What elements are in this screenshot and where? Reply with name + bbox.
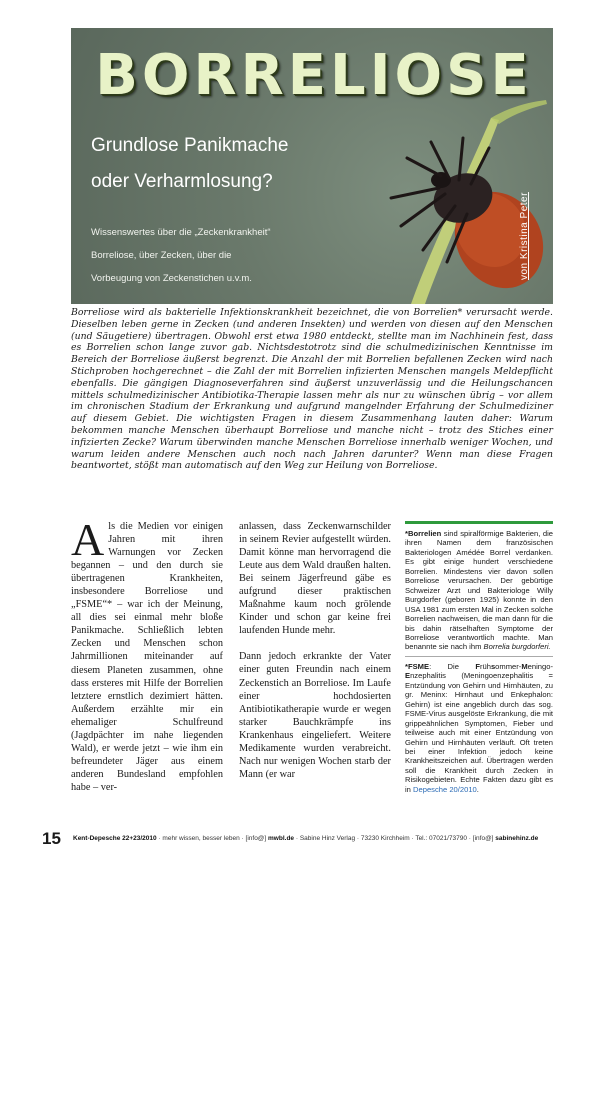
depesche-link[interactable]: Depesche 20/2010: [413, 784, 477, 794]
fsme-definition: nzephalitis (Meningoenzephalitis = Entzündung von Gehirn und Hirnhäuten, zu gr. Meninx: Hirnhaut und Enkephalon: Gehirn) ist eine angeblich durch das sog. FSME-Virus ausgelöste Erkrankung, die mit grippeähnlichen Symptomen, Fieber und teilweise auch mit einer Entzündung von Gehirn und Hirnhäuten verläuft. Oft treten bei einer Infektion jedoch keine Krankheitszeichen auf. Übertragen werden soll die Krankheit durch Zecken in Risikogebieten. Echte Fakten dazu gibt es in: [405, 671, 553, 794]
fsme-letter-e: E: [405, 671, 411, 681]
borrelien-note: [405, 529, 553, 657]
fsme-note: [405, 662, 553, 794]
hero-banner: [71, 28, 553, 304]
intro-paragraph: Borreliose wird als bakterielle Infektionskrankheit bezeichnet, die von Borrelien* verursacht werde. Dieselben leben gerne in Zecken (und anderen Insekten) und werden von diesen auf den Menschen (und Säugetiere) übertragen. Obwohl erst etwa 1980 entdeckt, stellte man im Nachhinein fest, dass es Borrelien schon lange zuvor gab. Nichtsdestotrotz sind die schulmedizinischen Kenntnisse im Bereich der Borreliose äußerst begrenzt. Die Anzahl der mit Borrelien befallenen Zecken wird nach Stichproben hochgerechnet – die Zahl der mit Borrelien infizierten Menschen mangels Meldepflicht ebenfalls. Die gängigen Diagnoseverfahren sind äußerst unzuverlässig und die Heilungschancen mittels schulmedizinischer Antibiotika-Therapie lassen mehr als nur zu wünschen übrig – vor allem im chronischen Stadium der Erkrankung und aufgrund mangelnder Erfahrung der Schulmediziner auf diesem Gebiet. Die wichtigsten Fragen in diesem Zusammenhang lauten daher: Warum bekommen manche Menschen überhaupt Borreliose und manche nicht – trotz des Stiches einer infizierten Zecke? Warum überwinden manche Menschen Borreliose innerhalb weniger Wochen, und warum leiden andere Menschen auch noch nach Jahren darunter? Wenn man diese Fragen beantwortet, stößt man automatisch auf den Weg zur Heilung von Borreliose.: [71, 307, 553, 472]
glossary-sidebar: [405, 521, 553, 794]
column-2-paragraph-2: Dann jedoch erkrankte der Vater einer guten Freundin nach einem Zeckenstich an Borreliose. Im Laufe einer hochdosierten Antibiotikatherapie wurde er wegen starker Bauchkrämpfe ins Krankenhaus eingeliefert. Weitere Medikamente wurden verabreicht. Nach nur wenigen Wochen starb der Mann (er war: [239, 651, 391, 780]
fsme-letter-f: F: [475, 661, 480, 671]
fsme-text-part: rüh: [479, 661, 491, 671]
fsme-text-part: : Die: [429, 661, 476, 671]
fsme-text-end: .: [476, 784, 479, 794]
banner-description-line2: Borreliose, über Zecken, über die: [91, 250, 232, 261]
footer-info: [73, 835, 538, 842]
body-column-2: [239, 520, 391, 781]
publication-name: Kent-Depesche 22+23/2010: [73, 835, 157, 842]
banner-title: BORRELIOSE: [95, 43, 533, 108]
banner-subtitle-line2: oder Verharmlosung?: [91, 171, 273, 192]
fsme-term: *FSME: [405, 661, 430, 671]
author-byline: von Kristina Peter: [519, 192, 530, 280]
page-number: 15: [42, 829, 61, 848]
banner-subtitle-line1: Grundlose Panikmache: [91, 135, 289, 156]
fsme-letter-s: s: [490, 661, 496, 671]
borrelia-species: Borrelia burgdorferi.: [483, 642, 551, 652]
column-2-paragraph-1: anlassen, dass Zeckenwarnschilder in seinem Revier aufgestellt würden. Damit könne man hervorragend die Leute aus dem Wald draußen halten. Bei seinem Jägerfreund gäbe es aufgrund dieser praktischen Maßnahme kaum noch grölende Kinder und schon gar keine frei laufenden Hunde mehr.: [239, 521, 391, 637]
website-link-sabinehinz[interactable]: sabinehinz.de: [495, 835, 539, 842]
footer-text: · mehr wissen, besser leben · [info@]: [156, 835, 269, 842]
borrelien-definition: sind spiralförmige Bakterien, die ihren Namen dem französischen Bakteriologen Amédée Borrel verdanken. Es gibt einige hundert verschiedene Borrelien. Mindestens vier davon sollen Borreliose verursachen. Der gebürtige Schweizer Arzt und Bakteriologe Willy Burgdorfer (geboren 1925) konnte in den USA 1981 zum ersten Mal in Zecken solche Borrelien nachweisen, die man dann für die bis dahin rätselhaften Symptome der Borreliose verantwortlich machte. Man benannte sie nach ihm: [405, 529, 553, 652]
body-column-1: [71, 514, 223, 794]
website-link-mwbl[interactable]: mwbl.de: [268, 835, 295, 842]
banner-description-line3: Vorbeugung von Zeckenstichen u.v.m.: [91, 273, 252, 284]
fsme-letter-m: M: [521, 661, 528, 671]
fsme-text-part: eningo-: [527, 661, 553, 671]
fsme-text-part: ommer-: [495, 661, 522, 671]
column-1-text: ls die Medien vor einigen Jahren mit ihren Warnungen vor Zecken begannen – und den durch sie übertragenen Krankheiten, insbesondere Borreliose und „FSME“* – war ich der Meinung, all dies sei einmal mehr bloße Panikmache. Schließlich lebten Zecken und Menschen schon Jahrmillionen miteinander auf diesem Planeten zusammen, ohne dass ersteres mit Hilfe der Borrelien letztere ernstlich dezimiert hätten. Außerdem erzählte mir ein ehemaliger Schulfreund (Jagdpächter im nahe liegenden Wald), er werde jetzt – wie ihm ein befreundeter Jäger aus einem anderen Bundesland empfohlen habe – ver-: [71, 521, 223, 793]
page-footer: [42, 829, 554, 851]
drop-cap: A: [71, 514, 105, 565]
borrelien-term: *Borrelien: [405, 529, 442, 538]
publisher-info: · Sabine Hinz Verlag · 73230 Kirchheim · Tel.: 07021/73790 · [info@]: [294, 835, 496, 842]
banner-description-line1: Wissenswertes über die „Zeckenkrankheit“: [91, 227, 271, 238]
